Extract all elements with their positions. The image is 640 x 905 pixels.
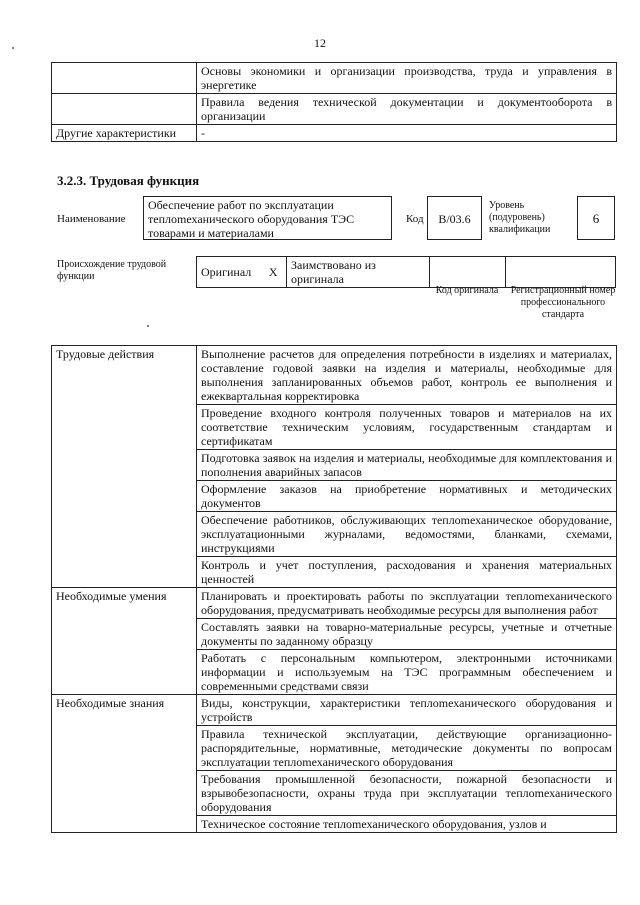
item-text: Выполнение расчетов для определения потребности в изделиях и материалах, составление годовой заявки на изделия и материалы, необходимые для выполнения запланированных объемов работ, контроль ее выполнения и ежеквартальная корректировка [197, 346, 617, 405]
table-row [52, 63, 617, 94]
level-value: 6 [577, 196, 615, 240]
table-row [52, 695, 617, 726]
table-row [52, 94, 617, 125]
page-number: 12 [314, 36, 326, 50]
row-text: Правила ведения технической документации и документооборота в организации [197, 94, 617, 125]
original-label: Оригинал [197, 257, 261, 288]
section-heading: 3.2.3. Трудовая функция [57, 173, 200, 188]
item-text: Правила технической эксплуатации, действующие организационно-распорядительные, нормативные, методические документы по вопросам эксплуатации теплomеханического оборудования [197, 726, 617, 771]
item-text: Подготовка заявок на изделия и материалы, необходимые для комплектования и пополнения аварийных запасов [197, 450, 617, 481]
bullet-mark [12, 47, 14, 49]
table-row [52, 588, 617, 619]
item-text: Проведение входного контроля полученных товаров и материалов на их соответствие техническим условиям, государственным стандартам и сертификатам [197, 405, 617, 450]
group-label: Трудовые действия [52, 346, 197, 588]
borrowed-label: Заимствовано из оригинала [287, 257, 430, 288]
row-label: Другие характеристики [52, 125, 197, 142]
item-text: Контроль и учет поступления, расходования и хранения материальных ценностей [197, 557, 617, 588]
code-label: Код [406, 213, 424, 225]
item-text: Виды, конструкции, характеристики теплomеханического оборудования и устройств [197, 695, 617, 726]
row-label [52, 63, 197, 94]
item-text: Оформление заказов на приобретение нормативных и методических документов [197, 481, 617, 512]
row-label [52, 94, 197, 125]
origin-table [196, 256, 616, 288]
table-row [52, 125, 617, 142]
row-text: - [197, 125, 617, 142]
function-name: Обеспечение работ по эксплуатации теплomеханического оборудования ТЭС товарами и материалами [143, 196, 392, 240]
original-mark: X [261, 257, 287, 288]
table-row [197, 257, 616, 288]
name-label: Наименование [57, 213, 126, 225]
item-text: Техническое состояние теплomеханического оборудования, узлов и [197, 816, 617, 833]
reg-cell [506, 257, 616, 288]
top-table [51, 62, 617, 142]
group-label: Необходимые знания [52, 695, 197, 833]
item-text: Требования промышленной безопасности, пожарной безопасности и взрывобезопасности, охраны труда при эксплуатации теплomеханического оборудования [197, 771, 617, 816]
reg-caption: Регистрационный номер профессионального стандарта [510, 285, 616, 320]
level-label: Уровень (подуровень) квалификации [489, 200, 551, 235]
item-text: Составлять заявки на товарно-материальные ресурсы, учетные и отчетные документы по заданному образцу [197, 619, 617, 650]
bullet-mark [147, 325, 149, 327]
item-text: Работать с персональным компьютером, электронными источниками информации и используемым на ТЭС программным обеспечением и современными средствами связи [197, 650, 617, 695]
item-text: Планировать и проектировать работы по эксплуатации теплomеханического оборудования, предусматривать необходимые ресурсы для выполнения работ [197, 588, 617, 619]
code-cell [430, 257, 506, 288]
main-table [51, 345, 617, 833]
group-label: Необходимые умения [52, 588, 197, 695]
function-code: В/03.6 [427, 196, 482, 240]
row-text: Основы экономики и организации производства, труда и управления в энергетике [197, 63, 617, 94]
code-caption: Код оригинала [435, 285, 499, 296]
table-row [52, 346, 617, 405]
origin-label: Происхождение трудовой функции [57, 259, 167, 282]
item-text: Обеспечение работников, обслуживающих теплomеханическое оборудование, эксплуатационными журналами, ведомостями, бланками, схемами, инструкциями [197, 512, 617, 557]
